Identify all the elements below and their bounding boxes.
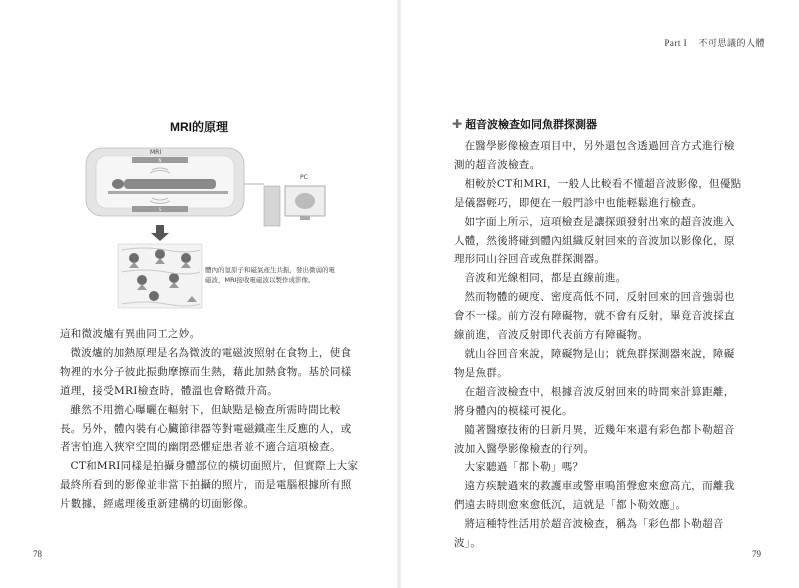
- paragraph: CT和MRI同樣是拍攝身體部位的橫切面照片，但實際上大家最終所看到的影像並非當下拍攝的照片，而是電腦根據所有照片數據，經處理後重新建構的切面影像。: [60, 460, 359, 511]
- header-part: Part I: [664, 38, 688, 48]
- running-header: [664, 36, 765, 49]
- section-heading-text: 超音波檢查如同魚群探測器: [465, 118, 598, 131]
- paragraph: 這和微波爐有異曲同工之妙。: [60, 328, 201, 340]
- paragraph: 大家聽過「都卜勒」嗎？: [464, 461, 584, 474]
- magnet-s-label: S: [158, 207, 162, 212]
- mri-diagram: [84, 140, 384, 330]
- mri-label: MRI: [150, 149, 162, 156]
- paragraph: 雖然不用擔心曝曬在輻射下，但缺點是檢查所需時間比較長。另外，體內裝有心臟節律器等對電磁鐵產生反應的人，或者害怕進入狹窄空間的幽閉恐懼症患者並不適合這項檢查。: [60, 403, 352, 454]
- patient-body: [124, 179, 216, 189]
- patient-head: [112, 179, 124, 189]
- book-gutter: [397, 0, 401, 588]
- down-arrow: [151, 225, 169, 241]
- header-chapter: 不可思議的人體: [698, 39, 765, 49]
- paragraph: 音波和光線相同，都是直線前進。: [464, 272, 627, 285]
- pc-label: PC: [300, 174, 308, 181]
- left-body-text: [60, 325, 360, 514]
- paragraph: 然而物體的硬度、密度高低不同，反射回來的回音強弱也會不一樣。前方沒有障礙物，就不會有反射，畢竟音波採直線前進，音波反射即代表前方有障礙物。: [454, 291, 735, 342]
- paragraph: 微波爐的加熱原理是名為微波的電磁波照射在食物上，使食物裡的水分子彼此振動摩擦而生熱，藉此加熱食物。基於同樣道理，接受MRI檢查時，體溫也會略微升高。: [60, 346, 352, 397]
- paragraph: 在醫學影像檢查項目中，另外還包含透過回音方式進行檢測的超音波檢查。: [454, 140, 735, 171]
- figure-caption: 體內的氫原子和磁氣產生共振，發出微弱的電磁波，MRI接收電磁波以製作成影像。: [205, 266, 335, 284]
- paragraph: 在超音波檢查中，根據音波反射回來的時間來計算距離，將身體內的模樣可視化。: [454, 385, 735, 417]
- plus-icon: ✚: [452, 117, 463, 131]
- pc-screen-image: [295, 193, 315, 209]
- paragraph: 隨著醫療技術的日新月異，近幾年來還有彩色都卜勒超音波加入醫學影像檢查的行列。: [454, 423, 735, 455]
- page-number-left: 78: [33, 549, 42, 559]
- right-body-text: [454, 137, 744, 553]
- magnet-n-label: N: [158, 158, 162, 163]
- paragraph: 就山谷回音來說，障礙物是山；就魚群探測器來說，障礙物是魚群。: [454, 347, 735, 379]
- pc-stand: [300, 216, 310, 220]
- paragraph: 如字面上所示，這項檢查是讓探頭發射出來的超音波進入人體，然後將碰到體內組織反射回來的音波加以影像化，原理形同山谷回音或魚群探測器。: [454, 215, 735, 266]
- paragraph: 相較於CT和MRI，一般人比較看不懂超音波影像，但優點是儀器輕巧，即便在一般門診中也能輕鬆進行檢查。: [454, 177, 742, 209]
- paragraph: 將這種特性活用於超音波檢查，稱為「彩色都卜勒超音波」。: [454, 518, 724, 550]
- figure-title: MRI的原理: [170, 120, 228, 134]
- paragraph: 遠方疾駛過來的救護車或警車鳴笛聲愈來愈高亢，而離我們遠去時則愈來愈低沉，這就是「都卜勒效應」。: [454, 480, 735, 512]
- pc-tower: [264, 186, 280, 226]
- page-number-right: 79: [752, 549, 761, 559]
- patient-table: [108, 191, 228, 194]
- section-heading: [452, 116, 597, 132]
